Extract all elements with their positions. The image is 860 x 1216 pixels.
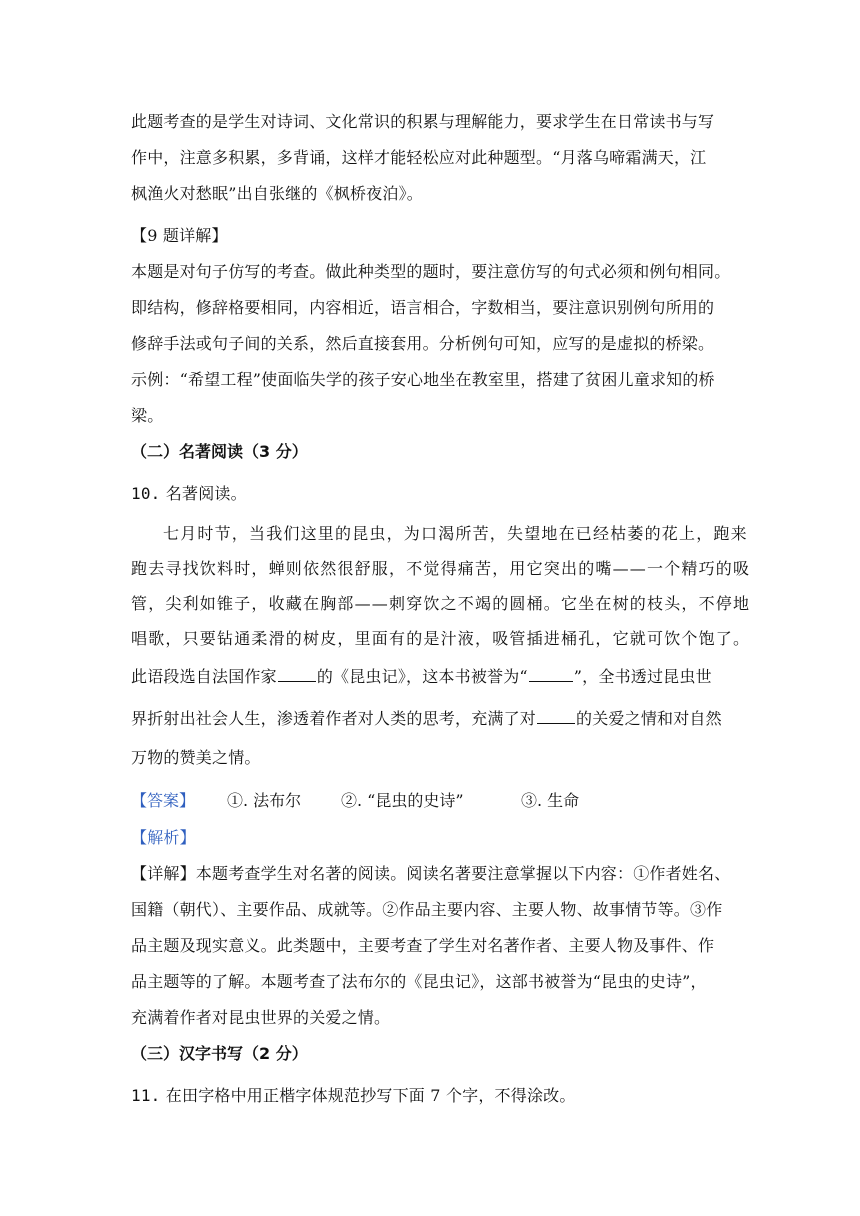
blank-theme	[537, 709, 575, 724]
text-line: 修辞手法或句子间的关系，然后直接套用。分析例句可知，应写的是虚拟的桥梁。	[131, 334, 715, 353]
section-title: （三）汉字书写（2 分）	[131, 1044, 308, 1063]
text-line: 即结构，修辞格要相同，内容相近，语言相合，字数相当，要注意识别例句所用的	[131, 298, 715, 317]
text-line: 梁。	[131, 406, 164, 425]
question-prompt: 在田字格中用正楷字体规范抄写下面 7 个字，不得涂改。	[165, 1086, 576, 1105]
document-page	[131, 104, 751, 1114]
text-segment: ”，全书透过昆虫世	[573, 667, 712, 686]
question-number: 11.	[131, 1086, 161, 1105]
blank-title	[529, 667, 573, 682]
fill-blank-line	[131, 656, 731, 698]
question-11	[131, 1078, 731, 1114]
text-line: 品主题及现实意义。此类题中，主要考查了学生对名著作者、主要人物及事件、作	[131, 936, 715, 955]
question-prompt: 名著阅读。	[165, 484, 247, 503]
text-line: 国籍（朝代）、主要作品、成就等。②作品主要内容、主要人物、故事情节等。③作	[131, 900, 723, 919]
text-segment: 界折射出社会人生，渗透着作者对人类的思考，充满了对	[131, 709, 537, 728]
text-line: 充满着作者对昆虫世界的关爱之情。	[131, 1008, 391, 1027]
text-line: 枫渔火对愁眠”出自张继的《枫桥夜泊》。	[131, 184, 423, 203]
answer-1: ①. 法布尔	[227, 791, 302, 810]
passage-line: 管，尖利如锥子，收藏在胸部——刺穿饮之不竭的圆桶。它坐在树的枝头，不停地	[131, 594, 751, 613]
answer-row	[131, 782, 731, 820]
passage-line: 七月时节，当我们这里的昆虫，为口渴所苦，失望地在已经枯萎的花上，跑来	[163, 524, 748, 543]
q8-explanation	[131, 104, 731, 212]
text-line: 万物的赞美之情。	[131, 748, 261, 767]
text-segment: 的关爱之情和对自然	[576, 709, 722, 728]
text-segment: 此语段选自法国作家	[131, 667, 277, 686]
text-line: 作中，注意多积累，多背诵，这样才能轻松应对此种题型。“月落乌啼霜满天，江	[131, 148, 707, 167]
text-line: 示例：“希望工程”使面临失学的孩子安心地坐在教室里，搭建了贫困儿童求知的桥	[131, 370, 715, 389]
answer-2: ②. “昆虫的史诗”	[341, 791, 464, 810]
q9-heading: 【9 题详解】	[131, 226, 228, 245]
q10-passage	[131, 516, 751, 656]
blank-author	[278, 667, 316, 682]
text-segment: 的《昆虫记》，这本书被誉为“	[316, 667, 528, 686]
answer-label: 【答案】	[131, 791, 196, 810]
q10-analysis	[131, 856, 731, 1036]
answer-3: ③. 生命	[521, 791, 580, 810]
text-line: 本题是对句子仿写的考查。做此种类型的题时，要注意仿写的句式必须和例句相同。	[131, 262, 731, 281]
analysis-label: 【解析】	[131, 828, 196, 847]
question-number: 10.	[131, 484, 161, 503]
text-line: 品主题等的了解。本题考查了法布尔的《昆虫记》，这部书被誉为“昆虫的史诗”，	[131, 972, 707, 991]
question-10	[131, 476, 731, 512]
text-line: 此题考查的是学生对诗词、文化常识的积累与理解能力，要求学生在日常读书与写	[131, 112, 715, 131]
text-line: 【详解】本题考查学生对名著的阅读。阅读名著要注意掌握以下内容：①作者姓名、	[131, 864, 731, 883]
section-title: （二）名著阅读（3 分）	[131, 442, 308, 461]
fill-blank-line	[131, 698, 731, 740]
q9-explanation	[131, 254, 731, 434]
passage-line: 跑去寻找饮料时，蝉则依然很舒服，不觉得痛苦，用它突出的嘴——一个精巧的吸	[131, 559, 751, 578]
passage-line: 唱歌，只要钻通柔滑的树皮，里面有的是汁液，吸管插进桶孔，它就可饮个饱了。	[131, 629, 751, 648]
